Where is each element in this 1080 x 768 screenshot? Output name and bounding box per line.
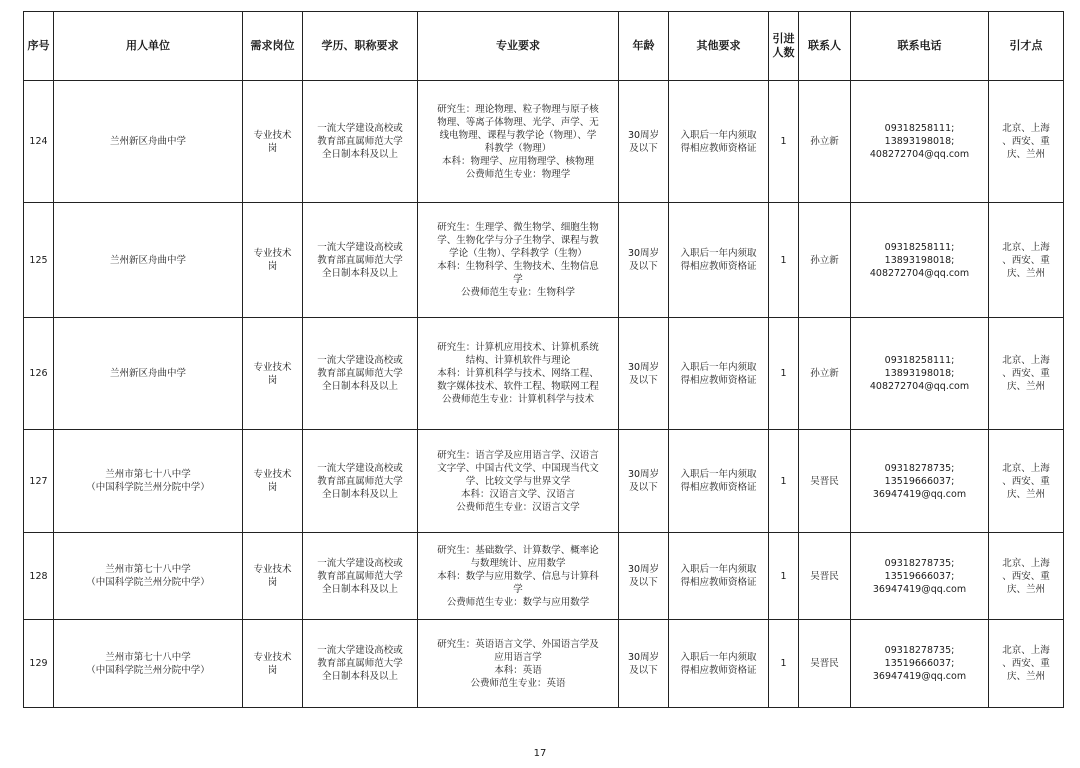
recruitment-table [23,11,1064,708]
header-phone: 联系电话 [851,12,989,81]
table-row [24,620,1064,708]
cell-count: 1 [769,203,799,318]
cell-major: 研究生：计算机应用技术、计算机系统 结构、计算机软件与理论 本科：计算机科学与技术、网络工程、 数字媒体技术、软件工程、物联网工程 公费师范生专业：计算机科学与技术 [418,318,619,430]
cell-major: 研究生：理论物理、粒子物理与原子核 物理、等离子体物理、光学、声学、无 线电物理、课程与教学论（物理）、学 科教学（物理） 本科：物理学、应用物理学、核物理 公费师范生专业：物理学 [418,81,619,203]
cell-unit: 兰州新区舟曲中学 [54,203,243,318]
page-number: 17 [533,748,547,759]
cell-seq: 124 [24,81,54,203]
cell-major: 研究生：语言学及应用语言学、汉语言 文字学、中国古代文学、中国现当代文 学、比较文学与世界文学 本科：汉语言文学、汉语言 公费师范生专业：汉语言文学 [418,430,619,533]
cell-phone: 09318278735; 13519666037; 36947419@qq.com [851,430,989,533]
header-count: 引进 人数 [769,12,799,81]
header-seq: 序号 [24,12,54,81]
cell-age: 30周岁 及以下 [619,620,669,708]
cell-education: 一流大学建设高校或 教育部直属师范大学 全日制本科及以上 [303,203,418,318]
header-age: 年龄 [619,12,669,81]
header-education: 学历、职称要求 [303,12,418,81]
cell-post: 专业技术 岗 [243,430,303,533]
header-major: 专业要求 [418,12,619,81]
header-cities: 引才点 [989,12,1064,81]
cell-phone: 09318258111; 13893198018; 408272704@qq.com [851,203,989,318]
cell-cities: 北京、上海 、西安、重 庆、兰州 [989,620,1064,708]
header-other: 其他要求 [669,12,769,81]
table-row [24,81,1064,203]
cell-contact: 吴晋民 [799,430,851,533]
cell-cities: 北京、上海 、西安、重 庆、兰州 [989,81,1064,203]
table-row [24,318,1064,430]
cell-count: 1 [769,533,799,620]
cell-unit: 兰州市第七十八中学 （中国科学院兰州分院中学） [54,533,243,620]
table-row [24,430,1064,533]
cell-unit: 兰州新区舟曲中学 [54,318,243,430]
cell-major: 研究生：生理学、微生物学、细胞生物 学、生物化学与分子生物学、课程与教 学论（生物）、学科教学（生物） 本科：生物科学、生物技术、生物信息 学 公费师范生专业：生物科学 [418,203,619,318]
header-contact: 联系人 [799,12,851,81]
cell-unit: 兰州市第七十八中学 （中国科学院兰州分院中学） [54,620,243,708]
table-row [24,533,1064,620]
cell-contact: 孙立新 [799,203,851,318]
cell-post: 专业技术 岗 [243,533,303,620]
cell-contact: 孙立新 [799,318,851,430]
cell-other: 入职后一年内须取 得相应教师资格证 [669,81,769,203]
cell-major: 研究生：基础数学、计算数学、概率论 与数理统计、应用数学 本科：数学与应用数学、信息与计算科 学 公费师范生专业：数学与应用数学 [418,533,619,620]
cell-phone: 09318278735; 13519666037; 36947419@qq.com [851,620,989,708]
cell-post: 专业技术 岗 [243,620,303,708]
header-post: 需求岗位 [243,12,303,81]
cell-count: 1 [769,318,799,430]
cell-other: 入职后一年内须取 得相应教师资格证 [669,430,769,533]
cell-education: 一流大学建设高校或 教育部直属师范大学 全日制本科及以上 [303,620,418,708]
cell-post: 专业技术 岗 [243,203,303,318]
cell-education: 一流大学建设高校或 教育部直属师范大学 全日制本科及以上 [303,318,418,430]
cell-age: 30周岁 及以下 [619,533,669,620]
cell-other: 入职后一年内须取 得相应教师资格证 [669,318,769,430]
cell-major: 研究生：英语语言文学、外国语言学及 应用语言学 本科：英语 公费师范生专业：英语 [418,620,619,708]
cell-seq: 125 [24,203,54,318]
cell-education: 一流大学建设高校或 教育部直属师范大学 全日制本科及以上 [303,81,418,203]
cell-count: 1 [769,81,799,203]
cell-contact: 孙立新 [799,81,851,203]
cell-cities: 北京、上海 、西安、重 庆、兰州 [989,430,1064,533]
cell-age: 30周岁 及以下 [619,430,669,533]
cell-other: 入职后一年内须取 得相应教师资格证 [669,203,769,318]
cell-post: 专业技术 岗 [243,318,303,430]
cell-seq: 127 [24,430,54,533]
cell-cities: 北京、上海 、西安、重 庆、兰州 [989,203,1064,318]
cell-other: 入职后一年内须取 得相应教师资格证 [669,533,769,620]
cell-phone: 09318258111; 13893198018; 408272704@qq.com [851,81,989,203]
cell-phone: 09318278735; 13519666037; 36947419@qq.com [851,533,989,620]
cell-contact: 吴晋民 [799,533,851,620]
cell-other: 入职后一年内须取 得相应教师资格证 [669,620,769,708]
cell-seq: 128 [24,533,54,620]
cell-count: 1 [769,430,799,533]
cell-contact: 吴晋民 [799,620,851,708]
cell-phone: 09318258111; 13893198018; 408272704@qq.com [851,318,989,430]
cell-age: 30周岁 及以下 [619,81,669,203]
cell-unit: 兰州市第七十八中学 （中国科学院兰州分院中学） [54,430,243,533]
cell-education: 一流大学建设高校或 教育部直属师范大学 全日制本科及以上 [303,430,418,533]
header-unit: 用人单位 [54,12,243,81]
header-row [24,12,1064,81]
cell-post: 专业技术 岗 [243,81,303,203]
cell-age: 30周岁 及以下 [619,318,669,430]
cell-unit: 兰州新区舟曲中学 [54,81,243,203]
cell-cities: 北京、上海 、西安、重 庆、兰州 [989,318,1064,430]
cell-seq: 129 [24,620,54,708]
cell-seq: 126 [24,318,54,430]
cell-count: 1 [769,620,799,708]
cell-cities: 北京、上海 、西安、重 庆、兰州 [989,533,1064,620]
cell-education: 一流大学建设高校或 教育部直属师范大学 全日制本科及以上 [303,533,418,620]
table-row [24,203,1064,318]
cell-age: 30周岁 及以下 [619,203,669,318]
